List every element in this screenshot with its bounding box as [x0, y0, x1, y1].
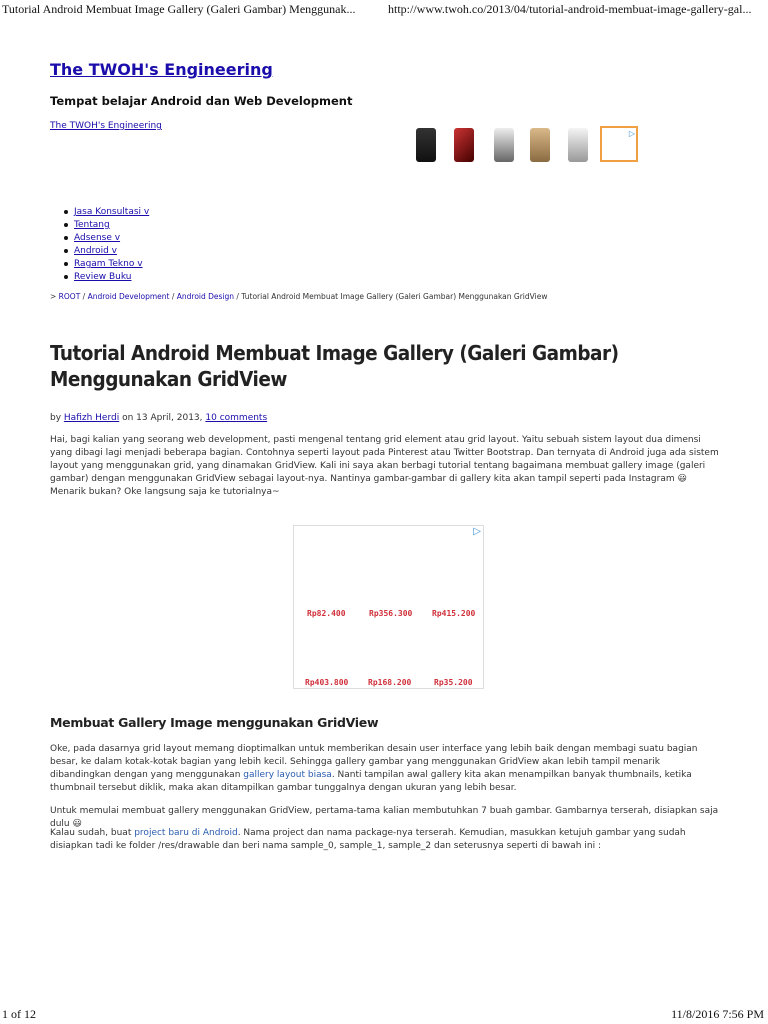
byline-by: by [50, 413, 64, 423]
paragraph-text: . Nama project dan nama package-nya terserah. Kemudian, masukkan ketujuh gambar yang sudah disiapkan tadi ke folder /res/drawable dan beri nama sample_0, sample_1, sample_2 dan seterusnya seperti di bawah ini : [50, 828, 686, 851]
bullet-icon [64, 210, 68, 214]
nav-item[interactable] [64, 232, 149, 245]
post-paragraph: Untuk memulai membuat gallery menggunakan GridView, pertama-tama kalian membutuhkan 7 buah gambar. Gambarnya terserah, disiapkan saja dulu 😃 [50, 806, 719, 829]
nav-item[interactable] [64, 245, 149, 258]
post-date: on 13 April, 2013, [119, 413, 206, 423]
paragraph-text: Oke, pada dasarnya grid layout memang dioptimalkan untuk memberikan desain user interface yang lebih baik dengan membagi suatu bagian besar, ke dalam kotak-kotak bagian yang lebih kecil. Sehingga gallery gambar yang menggunakan GridView akan lebih tampil menarik dibandingkan dengan yang menggunakan [50, 744, 698, 780]
print-header-url: http://www.twoh.co/2013/04/tutorial-android-membuat-image-gallery-gal... [388, 2, 752, 16]
adchoices-icon[interactable]: ▷ [628, 129, 635, 138]
nav-item[interactable] [64, 258, 149, 271]
ad-price[interactable]: Rp403.800 [305, 678, 349, 687]
nav-link-jasa-konsultasi[interactable]: Jasa Konsultasi v [74, 207, 150, 217]
bullet-icon [64, 236, 68, 240]
ad-price[interactable]: Rp356.300 [369, 609, 413, 618]
nav-link-adsense[interactable]: Adsense v [74, 233, 121, 243]
comments-link[interactable]: 10 comments [205, 413, 268, 423]
bullet-icon [64, 223, 68, 227]
author-link[interactable]: Hafizh Herdi [63, 413, 120, 423]
ad-price[interactable]: Rp415.200 [432, 609, 476, 618]
phone-image[interactable] [530, 128, 550, 162]
phone-ad-banner[interactable] [414, 126, 640, 164]
breadcrumb-separator: / [80, 292, 88, 301]
phone-image[interactable] [454, 128, 474, 162]
print-footer [0, 1002, 768, 1024]
nav-link-ragam-tekno[interactable]: Ragam Tekno v [74, 259, 143, 269]
new-project-link[interactable]: project baru di Android [134, 828, 238, 838]
print-datetime: 11/8/2016 7:56 PM [671, 1007, 764, 1021]
bullet-icon [64, 275, 68, 279]
nav-link-review-buku[interactable]: Review Buku [74, 272, 132, 282]
bullet-icon [64, 249, 68, 253]
nav-link-android[interactable]: Android v [74, 246, 117, 256]
ad-price[interactable]: Rp82.400 [307, 609, 346, 618]
page-number: 1 of 12 [2, 1007, 36, 1021]
breadcrumb-current: Tutorial Android Membuat Image Gallery (Galeri Gambar) Menggunakan GridView [241, 292, 548, 301]
phone-image[interactable] [416, 128, 436, 162]
print-header [0, 0, 768, 18]
bullet-icon [64, 262, 68, 266]
breadcrumb-separator: / [169, 292, 177, 301]
breadcrumb-prefix: > [50, 292, 59, 301]
nav-item[interactable] [64, 206, 149, 219]
ad-price[interactable]: Rp168.200 [368, 678, 412, 687]
paragraph-text: . Nanti tampilan awal gallery kita akan menampilkan banyak thumbnails, ketika thumbnail tersebut diklik, maka akan ditampilkan gambar tunggalnya dengan ukuran yang lebih besar. [50, 770, 692, 793]
post-paragraph [50, 827, 720, 853]
section-heading: Membuat Gallery Image menggunakan GridView [50, 715, 379, 730]
gallery-layout-link[interactable]: gallery layout biasa [243, 770, 332, 780]
breadcrumb-android-development[interactable]: Android Development [87, 292, 170, 301]
main-nav [64, 206, 149, 284]
site-home-link[interactable]: The TWOH's Engineering [50, 121, 162, 131]
post-title: Tutorial Android Membuat Image Gallery (Galeri Gambar) Menggunakan GridView [50, 341, 619, 391]
breadcrumb [50, 292, 547, 301]
ad-price[interactable]: Rp35.200 [434, 678, 473, 687]
breadcrumb-android-design[interactable]: Android Design [176, 292, 235, 301]
adchoices-icon[interactable]: ▷ [473, 526, 481, 537]
print-header-title: Tutorial Android Membuat Image Gallery (Galeri Gambar) Menggunak... [2, 2, 356, 16]
site-title-link[interactable]: The TWOH's Engineering [50, 60, 273, 79]
ad-placeholder[interactable] [600, 126, 638, 162]
post-paragraph [50, 743, 720, 795]
phone-image[interactable] [494, 128, 514, 162]
post-byline [50, 413, 267, 423]
breadcrumb-separator: / [234, 292, 242, 301]
price-ad[interactable] [293, 525, 484, 689]
nav-link-tentang[interactable]: Tentang [74, 220, 110, 230]
breadcrumb-root[interactable]: ROOT [58, 292, 81, 301]
post-intro: Hai, bagi kalian yang seorang web development, pasti mengenal tentang grid element atau grid layout. Yaitu sebuah sistem layout dua dimensi yang dibagi lagi menjadi beberapa bagian. Contohnya seperti layout pada Pinterest atau Twitter Bootstrap. Dan ternyata di Android juga ada sistem layout yang menggunakan grid, yang dinamakan GridView. Kali ini saya akan berbagi tutorial tentang bagaimana membuat gallery image (galeri gambar) dengan menggunakan GridView sebagai layout-nya. Nantinya gambar-gambar di gallery kita akan tampil seperti pada Instagram 😃 Menarik bukan? Oke langsung saja ke tutorialnya~ [50, 435, 719, 497]
nav-item[interactable] [64, 219, 149, 232]
site-tagline: Tempat belajar Android dan Web Development [50, 94, 353, 108]
paragraph-text: Kalau sudah, buat [50, 828, 135, 838]
phone-image[interactable] [568, 128, 588, 162]
nav-item[interactable] [64, 271, 149, 284]
